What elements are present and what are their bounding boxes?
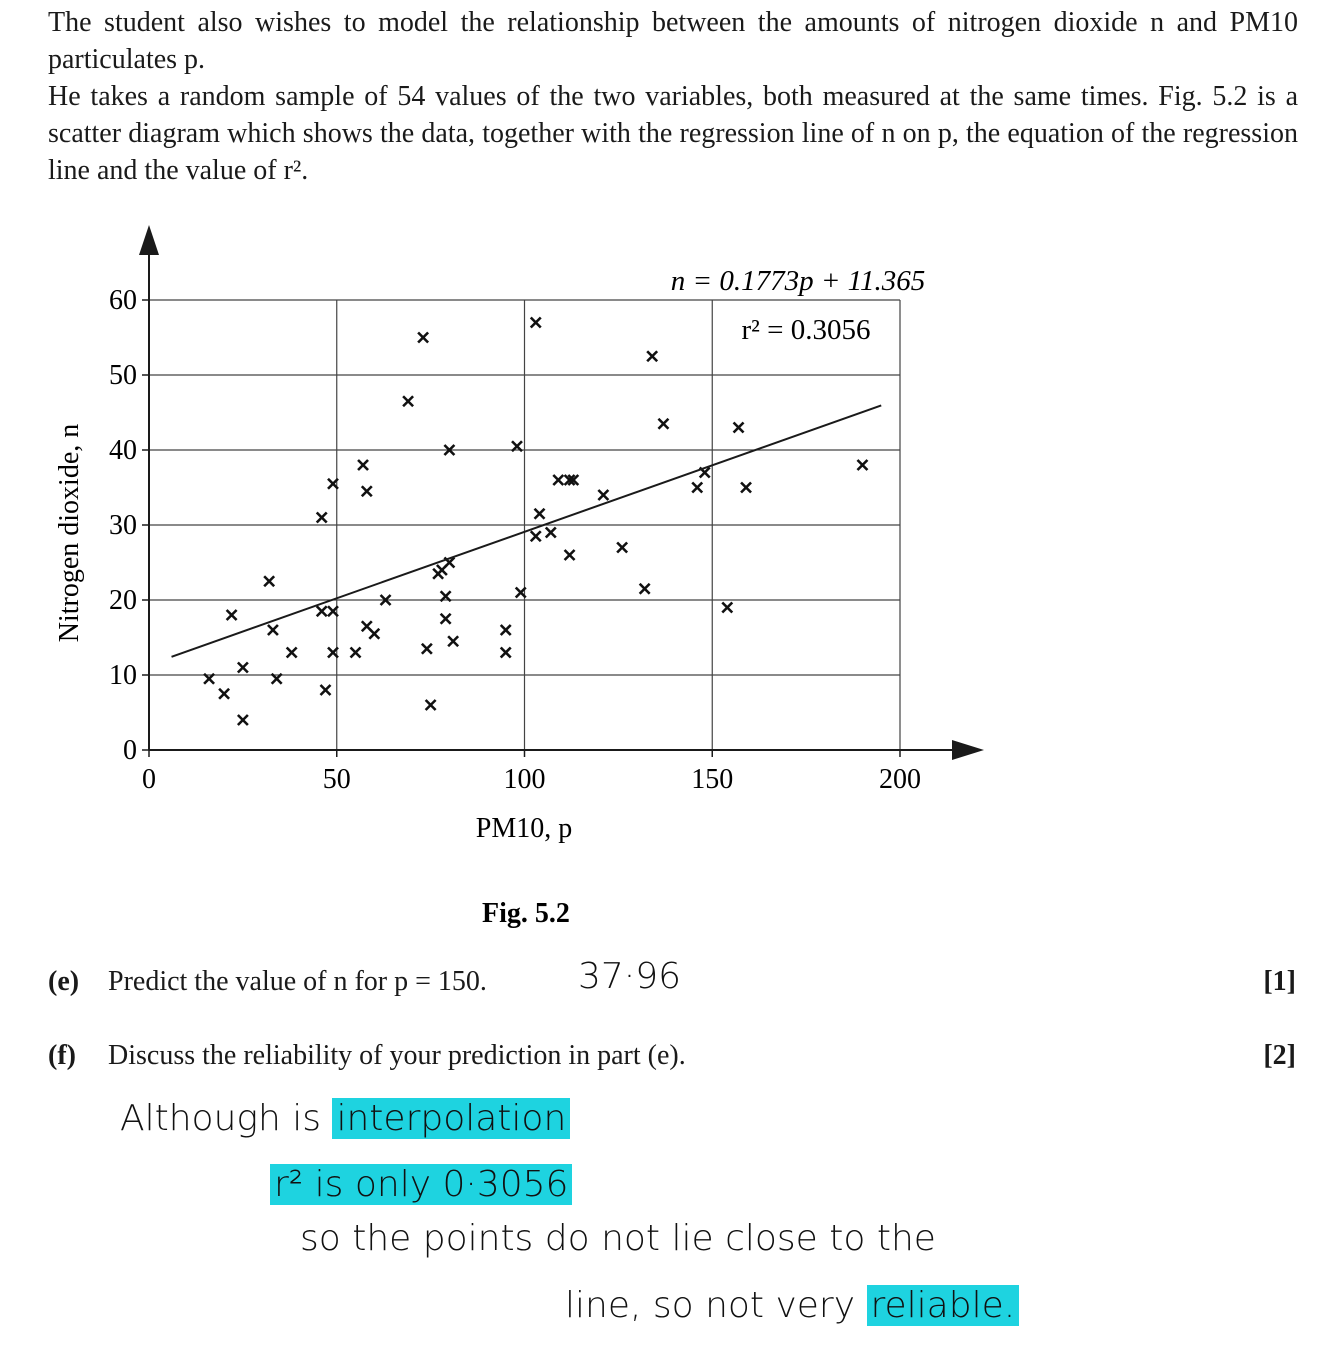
highlight-interpolation: interpolation — [332, 1098, 570, 1139]
data-point — [317, 513, 327, 523]
data-point — [722, 603, 732, 613]
x-tick-label: 100 — [503, 764, 546, 795]
data-point — [264, 576, 274, 586]
data-point — [320, 685, 330, 695]
answer-e-handwritten: 37·96 — [578, 956, 682, 997]
question-f — [48, 1040, 1296, 1080]
grid-lines — [149, 300, 900, 750]
highlight-reliable: reliable. — [867, 1285, 1020, 1326]
data-point — [403, 396, 413, 406]
data-point — [535, 509, 545, 519]
x-tick-label: 50 — [322, 764, 351, 795]
data-point — [598, 490, 608, 500]
data-point — [553, 475, 563, 485]
data-point — [617, 543, 627, 553]
data-point — [441, 614, 451, 624]
data-points — [204, 318, 867, 726]
data-point — [219, 689, 229, 699]
data-point — [238, 663, 248, 673]
y-tick-label: 10 — [109, 660, 137, 691]
data-point — [351, 648, 361, 658]
data-point — [546, 528, 556, 538]
data-point — [369, 629, 379, 639]
question-f-marks: [2] — [1263, 1040, 1296, 1071]
data-point — [238, 715, 248, 725]
data-point — [565, 550, 575, 560]
data-point — [418, 333, 428, 343]
y-tick-label: 20 — [109, 585, 137, 616]
answer-f-line-1 — [120, 1098, 570, 1139]
regression-line — [172, 405, 882, 656]
x-tick-label: 150 — [691, 764, 734, 795]
figure-caption: Fig. 5.2 — [482, 898, 570, 929]
data-point — [317, 606, 327, 616]
axes — [139, 225, 984, 760]
x-axis-label: PM10, p — [475, 813, 573, 844]
data-point — [362, 486, 372, 496]
regression-equation: n = 0.1773p + 11.365 — [670, 265, 926, 297]
intro-paragraph-1: The student also wishes to model the relationship between the amounts of nitrogen dioxide n and PM10 particulates p. — [48, 7, 1298, 75]
answer-f-line-3: so the points do not lie close to the — [300, 1218, 936, 1259]
x-axis-arrow — [952, 740, 984, 760]
data-point — [358, 460, 368, 470]
data-point — [227, 610, 237, 620]
question-e-text: Predict the value of n for p = 150. — [108, 966, 487, 997]
highlight-r-squared: r² is only 0·3056 — [270, 1164, 572, 1205]
data-point — [734, 423, 744, 433]
data-point — [640, 584, 650, 594]
r-squared-label: r² = 0.3056 — [741, 314, 871, 346]
data-point — [448, 636, 458, 646]
question-f-text: Discuss the reliability of your prediction in part (e). — [108, 1040, 686, 1071]
question-f-label: (f) — [48, 1040, 76, 1071]
question-intro — [48, 4, 1298, 189]
data-point — [268, 625, 278, 635]
answer-f-line-1-text: Although is — [120, 1098, 322, 1139]
answer-f-line-4-text: line, so not very — [565, 1285, 856, 1326]
data-point — [857, 460, 867, 470]
data-point — [741, 483, 751, 493]
answer-f-line-2 — [270, 1164, 572, 1205]
x-tick-label: 0 — [142, 764, 156, 795]
data-point — [501, 648, 511, 658]
data-point — [287, 648, 297, 658]
data-point — [647, 351, 657, 361]
answer-f-line-4 — [565, 1285, 1019, 1326]
data-point — [692, 483, 702, 493]
tick-labels — [109, 285, 921, 795]
data-point — [531, 318, 541, 328]
y-axis-arrow — [139, 225, 159, 255]
y-tick-label: 50 — [109, 360, 137, 391]
question-e-label: (e) — [48, 966, 80, 997]
y-tick-label: 60 — [109, 285, 137, 316]
y-tick-label: 0 — [123, 735, 137, 766]
y-tick-label: 40 — [109, 435, 137, 466]
data-point — [531, 531, 541, 541]
data-point — [501, 625, 511, 635]
y-tick-label: 30 — [109, 510, 137, 541]
scatter-chart — [0, 215, 1000, 935]
question-e-marks: [1] — [1263, 966, 1296, 997]
data-point — [658, 419, 668, 429]
data-point — [422, 644, 432, 654]
x-tick-label: 200 — [879, 764, 921, 795]
intro-paragraph-2: He takes a random sample of 54 values of the two variables, both measured at the same times. Fig. 5.2 is a scatter diagram which shows the data, together with the regression line of n on p, the equation of the regression line and the value of r². — [48, 81, 1298, 186]
data-point — [426, 700, 436, 710]
y-axis-label: Nitrogen dioxide, n — [54, 423, 85, 643]
